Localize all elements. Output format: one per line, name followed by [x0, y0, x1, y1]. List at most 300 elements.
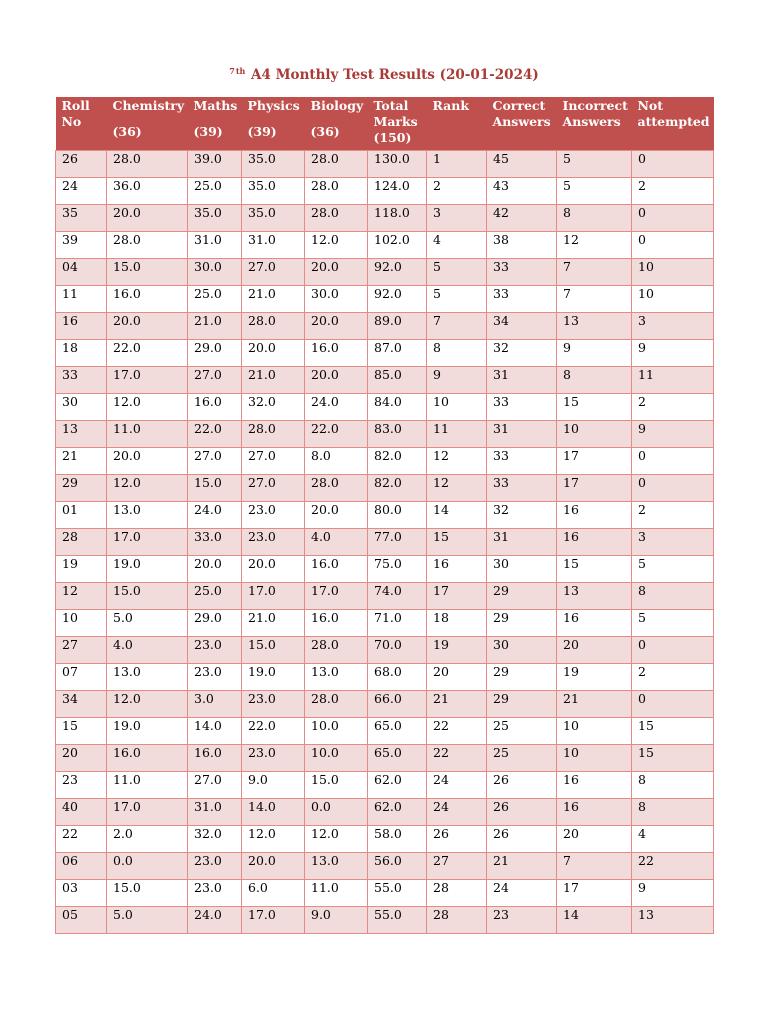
biology-cell: 28.0 [305, 691, 368, 718]
total-marks-cell: 92.0 [368, 259, 427, 286]
rank-cell: 27 [427, 853, 487, 880]
table-row [56, 772, 714, 799]
biology-cell: 28.0 [305, 637, 368, 664]
biology-cell: 12.0 [305, 826, 368, 853]
total-marks-cell: 74.0 [368, 583, 427, 610]
incorrect-answers-cell: 14 [557, 907, 632, 934]
roll-no-cell: 20 [56, 745, 107, 772]
header-line: attempted [637, 114, 710, 129]
total-marks-cell: 75.0 [368, 556, 427, 583]
chemistry-cell: 20.0 [107, 205, 188, 232]
header-incorrect-answers [557, 97, 632, 151]
rank-cell: 9 [427, 367, 487, 394]
maths-cell: 22.0 [188, 421, 242, 448]
not-attempted-cell: 8 [632, 583, 714, 610]
table-row [56, 691, 714, 718]
chemistry-cell: 20.0 [107, 448, 188, 475]
rank-cell: 21 [427, 691, 487, 718]
incorrect-answers-cell: 5 [557, 178, 632, 205]
physics-cell: 20.0 [242, 556, 305, 583]
roll-no-cell: 39 [56, 232, 107, 259]
maths-cell: 25.0 [188, 178, 242, 205]
roll-no-cell: 35 [56, 205, 107, 232]
physics-cell: 20.0 [242, 340, 305, 367]
maths-cell: 25.0 [188, 286, 242, 313]
chemistry-cell: 17.0 [107, 799, 188, 826]
roll-no-cell: 15 [56, 718, 107, 745]
rank-cell: 2 [427, 178, 487, 205]
total-marks-cell: 55.0 [368, 907, 427, 934]
correct-answers-cell: 29 [487, 664, 557, 691]
correct-answers-cell: 32 [487, 340, 557, 367]
chemistry-cell: 12.0 [107, 691, 188, 718]
maths-cell: 15.0 [188, 475, 242, 502]
chemistry-cell: 12.0 [107, 394, 188, 421]
roll-no-cell: 01 [56, 502, 107, 529]
roll-no-cell: 27 [56, 637, 107, 664]
maths-cell: 31.0 [188, 799, 242, 826]
correct-answers-cell: 26 [487, 826, 557, 853]
incorrect-answers-cell: 10 [557, 421, 632, 448]
table-row [56, 313, 714, 340]
roll-no-cell: 07 [56, 664, 107, 691]
header-max-marks: (36) [310, 124, 340, 139]
table-row [56, 259, 714, 286]
chemistry-cell: 0.0 [107, 853, 188, 880]
chemistry-cell: 13.0 [107, 502, 188, 529]
correct-answers-cell: 29 [487, 610, 557, 637]
table-row [56, 340, 714, 367]
header-line: Roll [61, 98, 90, 113]
table-row [56, 799, 714, 826]
chemistry-cell: 36.0 [107, 178, 188, 205]
incorrect-answers-cell: 16 [557, 529, 632, 556]
incorrect-answers-cell: 7 [557, 853, 632, 880]
header-not-attempted [632, 97, 714, 151]
header-max-marks: (36) [112, 124, 142, 139]
header-line: Answers [562, 114, 621, 129]
maths-cell: 16.0 [188, 745, 242, 772]
physics-cell: 35.0 [242, 205, 305, 232]
table-row [56, 286, 714, 313]
incorrect-answers-cell: 13 [557, 583, 632, 610]
rank-cell: 17 [427, 583, 487, 610]
header-line: Not [637, 98, 664, 113]
chemistry-cell: 16.0 [107, 286, 188, 313]
table-row [56, 475, 714, 502]
incorrect-answers-cell: 21 [557, 691, 632, 718]
correct-answers-cell: 33 [487, 394, 557, 421]
biology-cell: 8.0 [305, 448, 368, 475]
title-ordinal: th [235, 66, 246, 76]
maths-cell: 3.0 [188, 691, 242, 718]
roll-no-cell: 24 [56, 178, 107, 205]
roll-no-cell: 04 [56, 259, 107, 286]
roll-no-cell: 18 [56, 340, 107, 367]
rank-cell: 18 [427, 610, 487, 637]
not-attempted-cell: 11 [632, 367, 714, 394]
roll-no-cell: 22 [56, 826, 107, 853]
roll-no-cell: 11 [56, 286, 107, 313]
physics-cell: 27.0 [242, 259, 305, 286]
table-row [56, 421, 714, 448]
header-rank [427, 97, 487, 151]
rank-cell: 5 [427, 259, 487, 286]
total-marks-cell: 65.0 [368, 718, 427, 745]
biology-cell: 16.0 [305, 556, 368, 583]
incorrect-answers-cell: 12 [557, 232, 632, 259]
physics-cell: 23.0 [242, 529, 305, 556]
incorrect-answers-cell: 17 [557, 880, 632, 907]
physics-cell: 28.0 [242, 421, 305, 448]
physics-cell: 20.0 [242, 853, 305, 880]
not-attempted-cell: 15 [632, 718, 714, 745]
total-marks-cell: 83.0 [368, 421, 427, 448]
physics-cell: 31.0 [242, 232, 305, 259]
maths-cell: 20.0 [188, 556, 242, 583]
rank-cell: 24 [427, 799, 487, 826]
biology-cell: 9.0 [305, 907, 368, 934]
maths-cell: 16.0 [188, 394, 242, 421]
rank-cell: 22 [427, 718, 487, 745]
total-marks-cell: 65.0 [368, 745, 427, 772]
maths-cell: 35.0 [188, 205, 242, 232]
total-marks-cell: 56.0 [368, 853, 427, 880]
total-marks-cell: 130.0 [368, 151, 427, 178]
incorrect-answers-cell: 5 [557, 151, 632, 178]
maths-cell: 23.0 [188, 637, 242, 664]
correct-answers-cell: 30 [487, 637, 557, 664]
rank-cell: 12 [427, 475, 487, 502]
correct-answers-cell: 34 [487, 313, 557, 340]
chemistry-cell: 28.0 [107, 151, 188, 178]
chemistry-cell: 16.0 [107, 745, 188, 772]
total-marks-cell: 58.0 [368, 826, 427, 853]
not-attempted-cell: 3 [632, 313, 714, 340]
correct-answers-cell: 24 [487, 880, 557, 907]
physics-cell: 28.0 [242, 313, 305, 340]
total-marks-cell: 55.0 [368, 880, 427, 907]
not-attempted-cell: 2 [632, 394, 714, 421]
not-attempted-cell: 0 [632, 475, 714, 502]
biology-cell: 0.0 [305, 799, 368, 826]
roll-no-cell: 26 [56, 151, 107, 178]
chemistry-cell: 11.0 [107, 421, 188, 448]
rank-cell: 11 [427, 421, 487, 448]
maths-cell: 14.0 [188, 718, 242, 745]
correct-answers-cell: 43 [487, 178, 557, 205]
title-prefix: 7 [229, 66, 235, 76]
physics-cell: 17.0 [242, 907, 305, 934]
roll-no-cell: 10 [56, 610, 107, 637]
total-marks-cell: 124.0 [368, 178, 427, 205]
not-attempted-cell: 5 [632, 556, 714, 583]
maths-cell: 21.0 [188, 313, 242, 340]
physics-cell: 21.0 [242, 610, 305, 637]
total-marks-cell: 70.0 [368, 637, 427, 664]
table-row [56, 556, 714, 583]
rank-cell: 16 [427, 556, 487, 583]
roll-no-cell: 23 [56, 772, 107, 799]
chemistry-cell: 19.0 [107, 718, 188, 745]
correct-answers-cell: 21 [487, 853, 557, 880]
correct-answers-cell: 33 [487, 259, 557, 286]
page-title [0, 66, 768, 83]
total-marks-cell: 82.0 [368, 475, 427, 502]
table-row [56, 205, 714, 232]
physics-cell: 27.0 [242, 475, 305, 502]
incorrect-answers-cell: 8 [557, 367, 632, 394]
total-marks-cell: 85.0 [368, 367, 427, 394]
correct-answers-cell: 33 [487, 448, 557, 475]
chemistry-cell: 11.0 [107, 772, 188, 799]
biology-cell: 28.0 [305, 151, 368, 178]
biology-cell: 10.0 [305, 745, 368, 772]
incorrect-answers-cell: 16 [557, 502, 632, 529]
physics-cell: 12.0 [242, 826, 305, 853]
biology-cell: 20.0 [305, 313, 368, 340]
correct-answers-cell: 29 [487, 583, 557, 610]
biology-cell: 11.0 [305, 880, 368, 907]
maths-cell: 27.0 [188, 448, 242, 475]
total-marks-cell: 92.0 [368, 286, 427, 313]
correct-answers-cell: 32 [487, 502, 557, 529]
physics-cell: 21.0 [242, 367, 305, 394]
biology-cell: 30.0 [305, 286, 368, 313]
not-attempted-cell: 3 [632, 529, 714, 556]
table-row [56, 853, 714, 880]
header-line: Incorrect [562, 98, 628, 113]
header-line: Biology [310, 98, 364, 113]
physics-cell: 27.0 [242, 448, 305, 475]
incorrect-answers-cell: 8 [557, 205, 632, 232]
header-line: Marks [373, 114, 418, 129]
table-row [56, 664, 714, 691]
incorrect-answers-cell: 7 [557, 259, 632, 286]
maths-cell: 33.0 [188, 529, 242, 556]
not-attempted-cell: 2 [632, 502, 714, 529]
maths-cell: 31.0 [188, 232, 242, 259]
maths-cell: 32.0 [188, 826, 242, 853]
table-row [56, 529, 714, 556]
biology-cell: 16.0 [305, 340, 368, 367]
maths-cell: 29.0 [188, 340, 242, 367]
header-max-marks: (39) [247, 124, 277, 139]
chemistry-cell: 13.0 [107, 664, 188, 691]
chemistry-cell: 5.0 [107, 907, 188, 934]
header-chemistry [107, 97, 188, 151]
total-marks-cell: 118.0 [368, 205, 427, 232]
not-attempted-cell: 13 [632, 907, 714, 934]
biology-cell: 22.0 [305, 421, 368, 448]
correct-answers-cell: 29 [487, 691, 557, 718]
rank-cell: 15 [427, 529, 487, 556]
header-line: Total [373, 98, 409, 113]
header-biology [305, 97, 368, 151]
total-marks-cell: 87.0 [368, 340, 427, 367]
correct-answers-cell: 26 [487, 772, 557, 799]
rank-cell: 4 [427, 232, 487, 259]
not-attempted-cell: 0 [632, 151, 714, 178]
header-line: No [61, 114, 82, 129]
not-attempted-cell: 5 [632, 610, 714, 637]
correct-answers-cell: 25 [487, 718, 557, 745]
rank-cell: 5 [427, 286, 487, 313]
table-header [56, 97, 714, 151]
header-max-marks: (39) [193, 124, 223, 139]
header-maths [188, 97, 242, 151]
biology-cell: 13.0 [305, 664, 368, 691]
table-body [56, 151, 714, 934]
not-attempted-cell: 9 [632, 421, 714, 448]
table-row [56, 637, 714, 664]
biology-cell: 20.0 [305, 367, 368, 394]
roll-no-cell: 19 [56, 556, 107, 583]
total-marks-cell: 62.0 [368, 799, 427, 826]
roll-no-cell: 28 [56, 529, 107, 556]
biology-cell: 12.0 [305, 232, 368, 259]
correct-answers-cell: 31 [487, 529, 557, 556]
total-marks-cell: 71.0 [368, 610, 427, 637]
chemistry-cell: 15.0 [107, 880, 188, 907]
biology-cell: 4.0 [305, 529, 368, 556]
maths-cell: 24.0 [188, 502, 242, 529]
title-text: A4 Monthly Test Results (20-01-2024) [251, 67, 539, 83]
rank-cell: 7 [427, 313, 487, 340]
results-table [55, 97, 714, 934]
chemistry-cell: 17.0 [107, 529, 188, 556]
header-line: Chemistry [112, 98, 185, 113]
physics-cell: 15.0 [242, 637, 305, 664]
chemistry-cell: 15.0 [107, 583, 188, 610]
header-total-marks [368, 97, 427, 151]
chemistry-cell: 12.0 [107, 475, 188, 502]
correct-answers-cell: 45 [487, 151, 557, 178]
rank-cell: 19 [427, 637, 487, 664]
physics-cell: 35.0 [242, 151, 305, 178]
table-row [56, 583, 714, 610]
table-row [56, 718, 714, 745]
table-row [56, 448, 714, 475]
roll-no-cell: 34 [56, 691, 107, 718]
roll-no-cell: 33 [56, 367, 107, 394]
header-physics [242, 97, 305, 151]
not-attempted-cell: 15 [632, 745, 714, 772]
rank-cell: 1 [427, 151, 487, 178]
maths-cell: 25.0 [188, 583, 242, 610]
not-attempted-cell: 8 [632, 799, 714, 826]
maths-cell: 29.0 [188, 610, 242, 637]
correct-answers-cell: 25 [487, 745, 557, 772]
maths-cell: 24.0 [188, 907, 242, 934]
not-attempted-cell: 8 [632, 772, 714, 799]
rank-cell: 8 [427, 340, 487, 367]
roll-no-cell: 12 [56, 583, 107, 610]
roll-no-cell: 21 [56, 448, 107, 475]
not-attempted-cell: 22 [632, 853, 714, 880]
not-attempted-cell: 0 [632, 637, 714, 664]
roll-no-cell: 30 [56, 394, 107, 421]
total-marks-cell: 62.0 [368, 772, 427, 799]
biology-cell: 17.0 [305, 583, 368, 610]
incorrect-answers-cell: 15 [557, 394, 632, 421]
incorrect-answers-cell: 7 [557, 286, 632, 313]
biology-cell: 16.0 [305, 610, 368, 637]
incorrect-answers-cell: 16 [557, 610, 632, 637]
table-row [56, 178, 714, 205]
not-attempted-cell: 10 [632, 259, 714, 286]
incorrect-answers-cell: 17 [557, 475, 632, 502]
chemistry-cell: 5.0 [107, 610, 188, 637]
biology-cell: 13.0 [305, 853, 368, 880]
maths-cell: 27.0 [188, 772, 242, 799]
total-marks-cell: 82.0 [368, 448, 427, 475]
maths-cell: 23.0 [188, 880, 242, 907]
chemistry-cell: 17.0 [107, 367, 188, 394]
biology-cell: 28.0 [305, 475, 368, 502]
table-row [56, 907, 714, 934]
total-marks-cell: 84.0 [368, 394, 427, 421]
total-marks-cell: 66.0 [368, 691, 427, 718]
physics-cell: 21.0 [242, 286, 305, 313]
physics-cell: 6.0 [242, 880, 305, 907]
biology-cell: 24.0 [305, 394, 368, 421]
table-row [56, 367, 714, 394]
maths-cell: 27.0 [188, 367, 242, 394]
not-attempted-cell: 2 [632, 664, 714, 691]
correct-answers-cell: 31 [487, 367, 557, 394]
chemistry-cell: 4.0 [107, 637, 188, 664]
maths-cell: 39.0 [188, 151, 242, 178]
physics-cell: 17.0 [242, 583, 305, 610]
rank-cell: 26 [427, 826, 487, 853]
roll-no-cell: 29 [56, 475, 107, 502]
incorrect-answers-cell: 16 [557, 799, 632, 826]
total-marks-cell: 80.0 [368, 502, 427, 529]
header-roll-no [56, 97, 107, 151]
incorrect-answers-cell: 16 [557, 772, 632, 799]
correct-answers-cell: 30 [487, 556, 557, 583]
rank-cell: 12 [427, 448, 487, 475]
rank-cell: 14 [427, 502, 487, 529]
physics-cell: 9.0 [242, 772, 305, 799]
incorrect-answers-cell: 10 [557, 745, 632, 772]
not-attempted-cell: 10 [632, 286, 714, 313]
roll-no-cell: 40 [56, 799, 107, 826]
incorrect-answers-cell: 17 [557, 448, 632, 475]
not-attempted-cell: 4 [632, 826, 714, 853]
roll-no-cell: 13 [56, 421, 107, 448]
table-row [56, 151, 714, 178]
biology-cell: 28.0 [305, 178, 368, 205]
roll-no-cell: 05 [56, 907, 107, 934]
total-marks-cell: 68.0 [368, 664, 427, 691]
chemistry-cell: 15.0 [107, 259, 188, 286]
correct-answers-cell: 26 [487, 799, 557, 826]
rank-cell: 28 [427, 880, 487, 907]
not-attempted-cell: 0 [632, 691, 714, 718]
not-attempted-cell: 0 [632, 205, 714, 232]
not-attempted-cell: 2 [632, 178, 714, 205]
table-row [56, 232, 714, 259]
chemistry-cell: 22.0 [107, 340, 188, 367]
biology-cell: 28.0 [305, 205, 368, 232]
rank-cell: 10 [427, 394, 487, 421]
rank-cell: 24 [427, 772, 487, 799]
correct-answers-cell: 33 [487, 475, 557, 502]
incorrect-answers-cell: 9 [557, 340, 632, 367]
physics-cell: 23.0 [242, 691, 305, 718]
